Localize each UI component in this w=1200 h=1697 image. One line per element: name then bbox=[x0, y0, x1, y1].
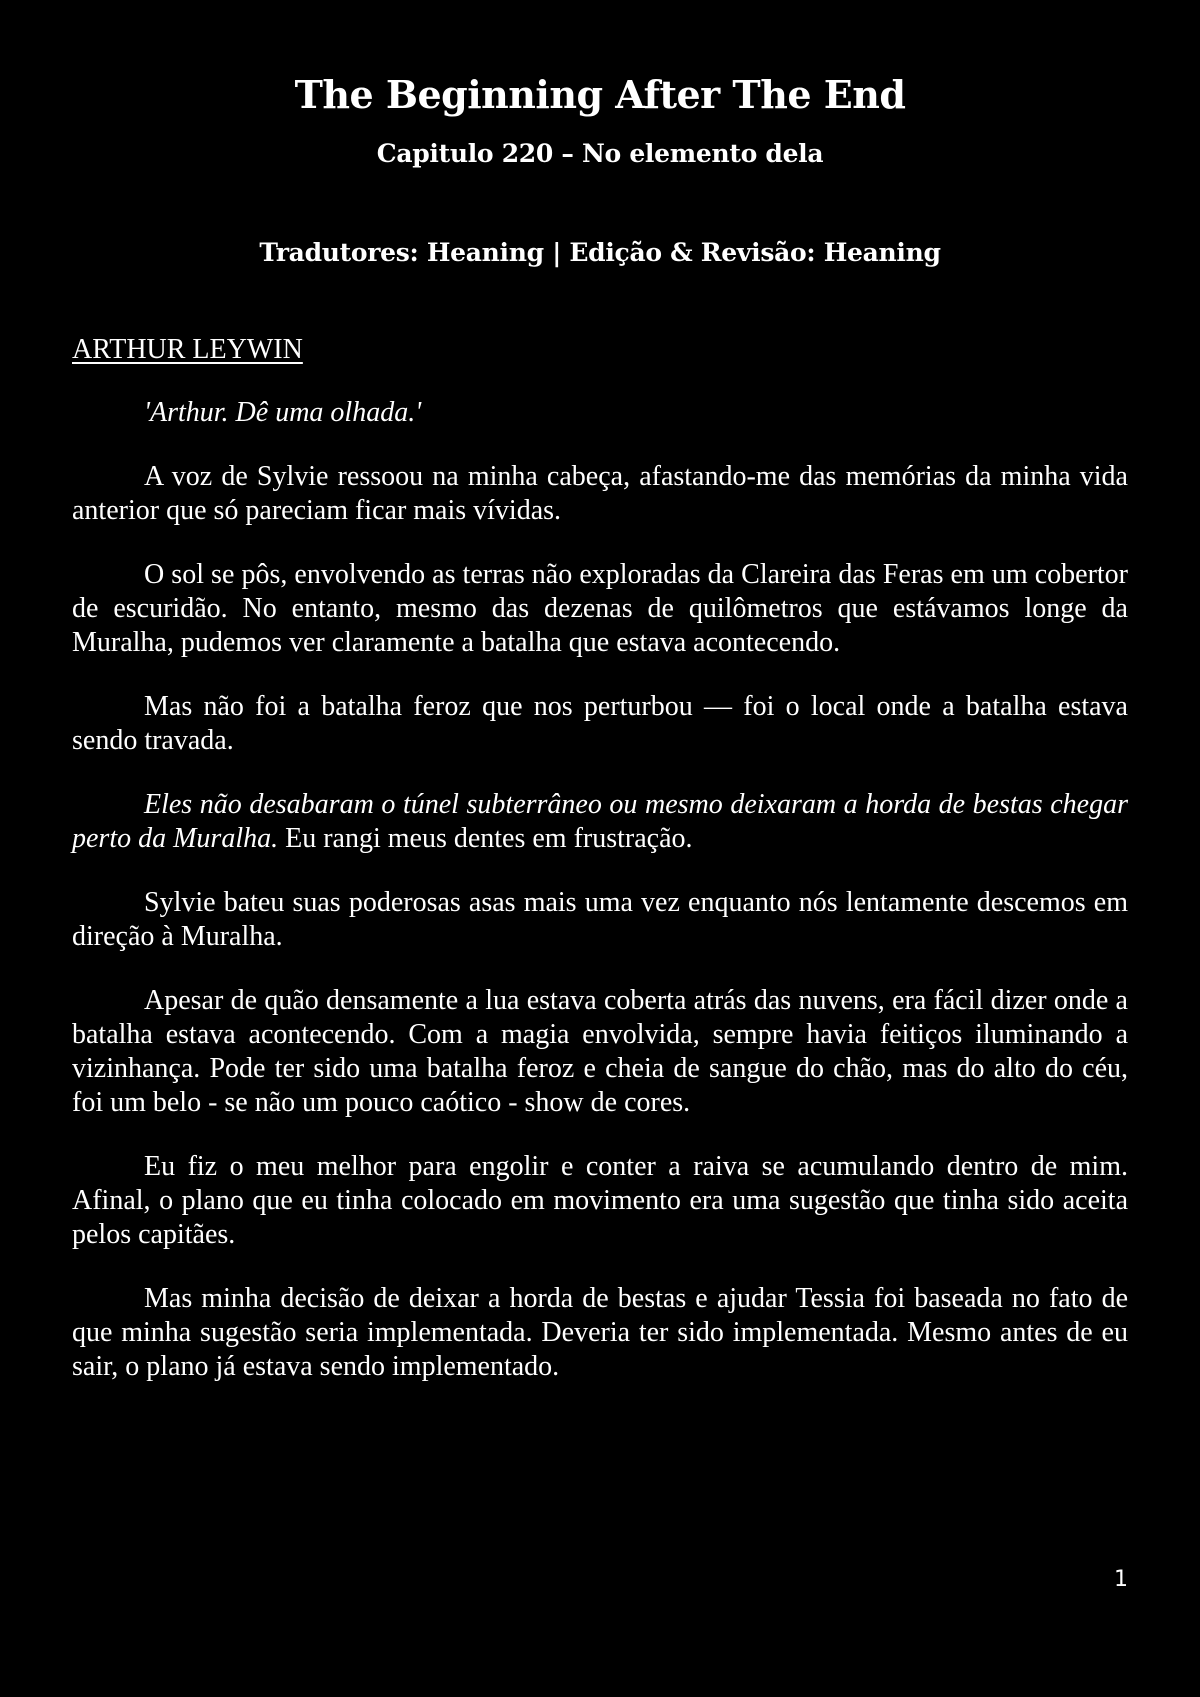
paragraph-text: Eu rangi meus dentes em frustração. bbox=[278, 823, 693, 854]
paragraph bbox=[72, 788, 1128, 856]
paragraph: Mas minha decisão de deixar a horda de bestas e ajudar Tessia foi baseada no fato de que minha sugestão seria implementada. Deveria ter sido implementada. Mesmo antes de eu sair, o plano já estava sendo implementado. bbox=[72, 1283, 1128, 1382]
credits-line: Tradutores: Heaning | Edição & Revisão: Heaning bbox=[259, 238, 941, 267]
paragraph: O sol se pôs, envolvendo as terras não exploradas da Clareira das Feras em um cobertor de escuridão. No entanto, mesmo das dezenas de quilômetros que estávamos longe da Muralha, pudemos ver claramente a batalha que estava acontecendo. bbox=[72, 559, 1128, 658]
chapter-title: Capitulo 220 – No elemento dela bbox=[376, 139, 824, 168]
italic-thought: 'Arthur. Dê uma olhada.' bbox=[144, 397, 422, 428]
paragraph: Sylvie bateu suas poderosas asas mais uma vez enquanto nós lentamente descemos em direção à Muralha. bbox=[72, 887, 1128, 952]
paragraph: Apesar de quão densamente a lua estava coberta atrás das nuvens, era fácil dizer onde a batalha estava acontecendo. Com a magia envolvida, sempre havia feitiços iluminando a vizinhança. Pode ter sido uma batalha feroz e cheia de sangue do chão, mas do alto do céu, foi um belo - se não um pouco caótico - show de cores. bbox=[72, 985, 1128, 1118]
paragraph: Mas não foi a batalha feroz que nos perturbou — foi o local onde a batalha estava sendo travada. bbox=[72, 691, 1128, 756]
paragraph: A voz de Sylvie ressoou na minha cabeça, afastando-me das memórias da minha vida anterior que só pareciam ficar mais vívidas. bbox=[72, 461, 1128, 526]
paragraph: Eu fiz o meu melhor para engolir e conter a raiva se acumulando dentro de mim. Afinal, o plano que eu tinha colocado em movimento era uma sugestão que tinha sido aceita pelos capitães. bbox=[72, 1151, 1128, 1250]
body-text bbox=[72, 396, 1128, 1414]
italic-thought: Eles não desabaram o túnel subterrâneo ou mesmo deixaram a horda de bestas chegar perto da Muralha. bbox=[72, 789, 1128, 854]
paragraph bbox=[72, 396, 1128, 430]
section-heading: ARTHUR LEYWIN bbox=[72, 334, 303, 365]
book-title: The Beginning After The End bbox=[294, 72, 906, 117]
page-number: 1 bbox=[1114, 1567, 1128, 1592]
